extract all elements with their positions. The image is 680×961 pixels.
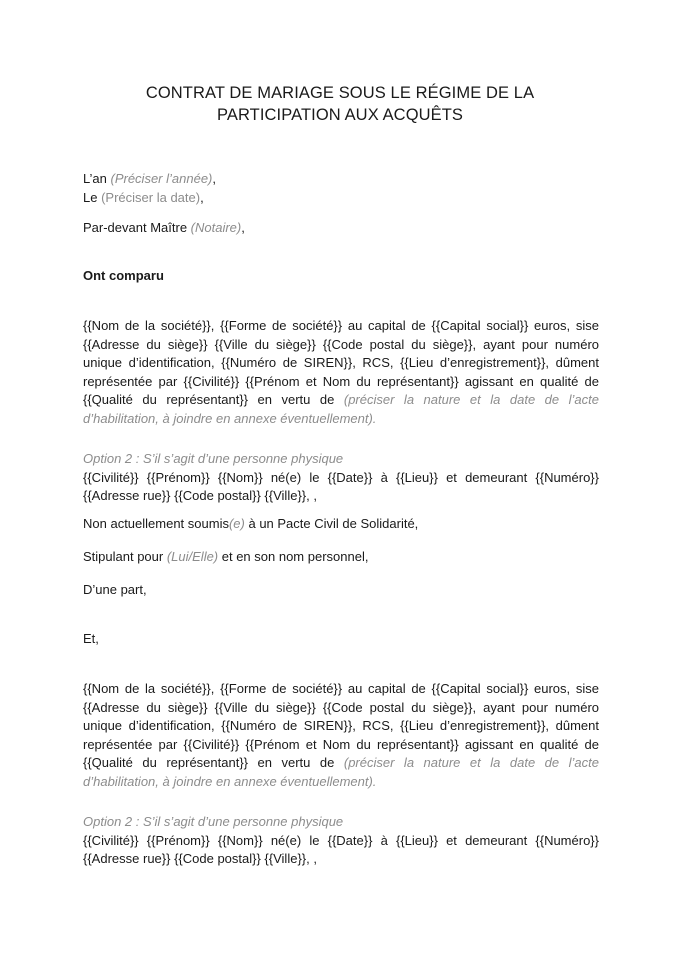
- party2-line-4: représentée par {{Civilité}} {{Prénom et Nom du représentant}} agissant en qualité de: [83, 736, 599, 752]
- party1-line-1: {{Nom de la société}}, {{Forme de société}} au capital de {{Capital social}} euros, sise: [83, 318, 599, 333]
- stipulant-line: [83, 548, 599, 567]
- party2-line-3: unique d’identification, {{Numéro de SIREN}}, RCS, {{Lieu d’enregistrement}}, dûment: [83, 718, 599, 733]
- party2-line-5: [83, 754, 599, 773]
- section-heading: Ont comparu: [83, 268, 164, 283]
- notary-label: Par-devant Maître: [83, 220, 188, 235]
- dune-part-line: D’une part,: [83, 582, 147, 597]
- party1-line-4: représentée par {{Civilité}} {{Prénom et Nom du représentant}} agissant en qualité de: [83, 373, 599, 389]
- date-label: Le: [83, 189, 98, 205]
- party1-person-line-2: {{Adresse rue}} {{Code postal}} {{Ville}}, ,: [83, 488, 317, 503]
- party2-person-line-1: {{Civilité}} {{Prénom}} {{Nom}} né(e) le {{Date}} à {{Lieu}} et demeurant {{Numéro}}: [83, 832, 599, 848]
- pacs-gender-placeholder: (e): [228, 516, 245, 531]
- date-comma: ,: [200, 189, 204, 205]
- stipulant-placeholder: (Lui/Elle): [166, 549, 219, 564]
- et-line: Et,: [83, 631, 99, 646]
- party2-option-label: Option 2 : S’il s’agit d’une personne physique: [83, 814, 344, 829]
- party1-line-3: unique d’identification, {{Numéro de SIREN}}, RCS, {{Lieu d’enregistrement}}, dûment: [83, 355, 599, 370]
- title-line-1: CONTRAT DE MARIAGE SOUS LE RÉGIME DE LA: [145, 84, 535, 102]
- party1-paragraph: [83, 317, 599, 428]
- party1-line-6: d’habilitation, à joindre en annexe éventuellement).: [83, 410, 377, 426]
- stipulant-prefix: Stipulant pour: [83, 549, 167, 564]
- party2-line-6: d’habilitation, à joindre en annexe éventuellement).: [83, 773, 377, 789]
- notary-comma: ,: [241, 220, 245, 235]
- party2-line-1: {{Nom de la société}}, {{Forme de société}} au capital de {{Capital social}} euros, sise: [83, 681, 599, 696]
- notary-placeholder: (Notaire): [190, 220, 242, 235]
- year-line: [83, 170, 599, 189]
- party1-acte-placeholder: (préciser la nature et la date de l’acte: [343, 392, 599, 407]
- date-block: [83, 170, 599, 207]
- pacs-prefix: Non actuellement soumis: [83, 516, 229, 531]
- year-placeholder: (Préciser l’année): [110, 171, 213, 186]
- pacs-suffix: à un Pacte Civil de Solidarité,: [244, 516, 419, 531]
- year-label: L’an: [83, 171, 107, 186]
- party2-acte-placeholder: (préciser la nature et la date de l’acte: [343, 755, 599, 770]
- party2-paragraph: [83, 680, 599, 791]
- party1-person-line-1: {{Civilité}} {{Prénom}} {{Nom}} né(e) le {{Date}} à {{Lieu}} et demeurant {{Numéro}}: [83, 469, 599, 485]
- date-placeholder: (Préciser la date): [101, 189, 201, 205]
- notary-line: [83, 219, 599, 238]
- party2-line-2: {{Adresse du siège}} {{Ville du siège}} {{Code postal du siège}}, ayant pour numéro: [83, 699, 599, 715]
- pacs-line: [83, 515, 599, 534]
- party1-line-5: [83, 391, 599, 410]
- stipulant-suffix: et en son nom personnel,: [218, 549, 369, 564]
- year-comma: ,: [212, 171, 216, 186]
- party1-option-label: Option 2 : S’il s’agit d’une personne physique: [83, 451, 344, 466]
- party1-line-2: {{Adresse du siège}} {{Ville du siège}} {{Code postal du siège}}, ayant pour numéro: [83, 336, 599, 352]
- party1-qualite: {{Qualité du représentant}} en vertu de: [83, 392, 344, 407]
- title-line-2: PARTICIPATION AUX ACQUÊTS: [216, 106, 464, 124]
- party1-person-option: [83, 450, 599, 506]
- party2-person-option: [83, 813, 599, 869]
- party2-person-line-2: {{Adresse rue}} {{Code postal}} {{Ville}}, ,: [83, 851, 317, 866]
- party2-qualite: {{Qualité du représentant}} en vertu de: [83, 755, 344, 770]
- date-line: [83, 189, 599, 208]
- document-title: [0, 82, 680, 126]
